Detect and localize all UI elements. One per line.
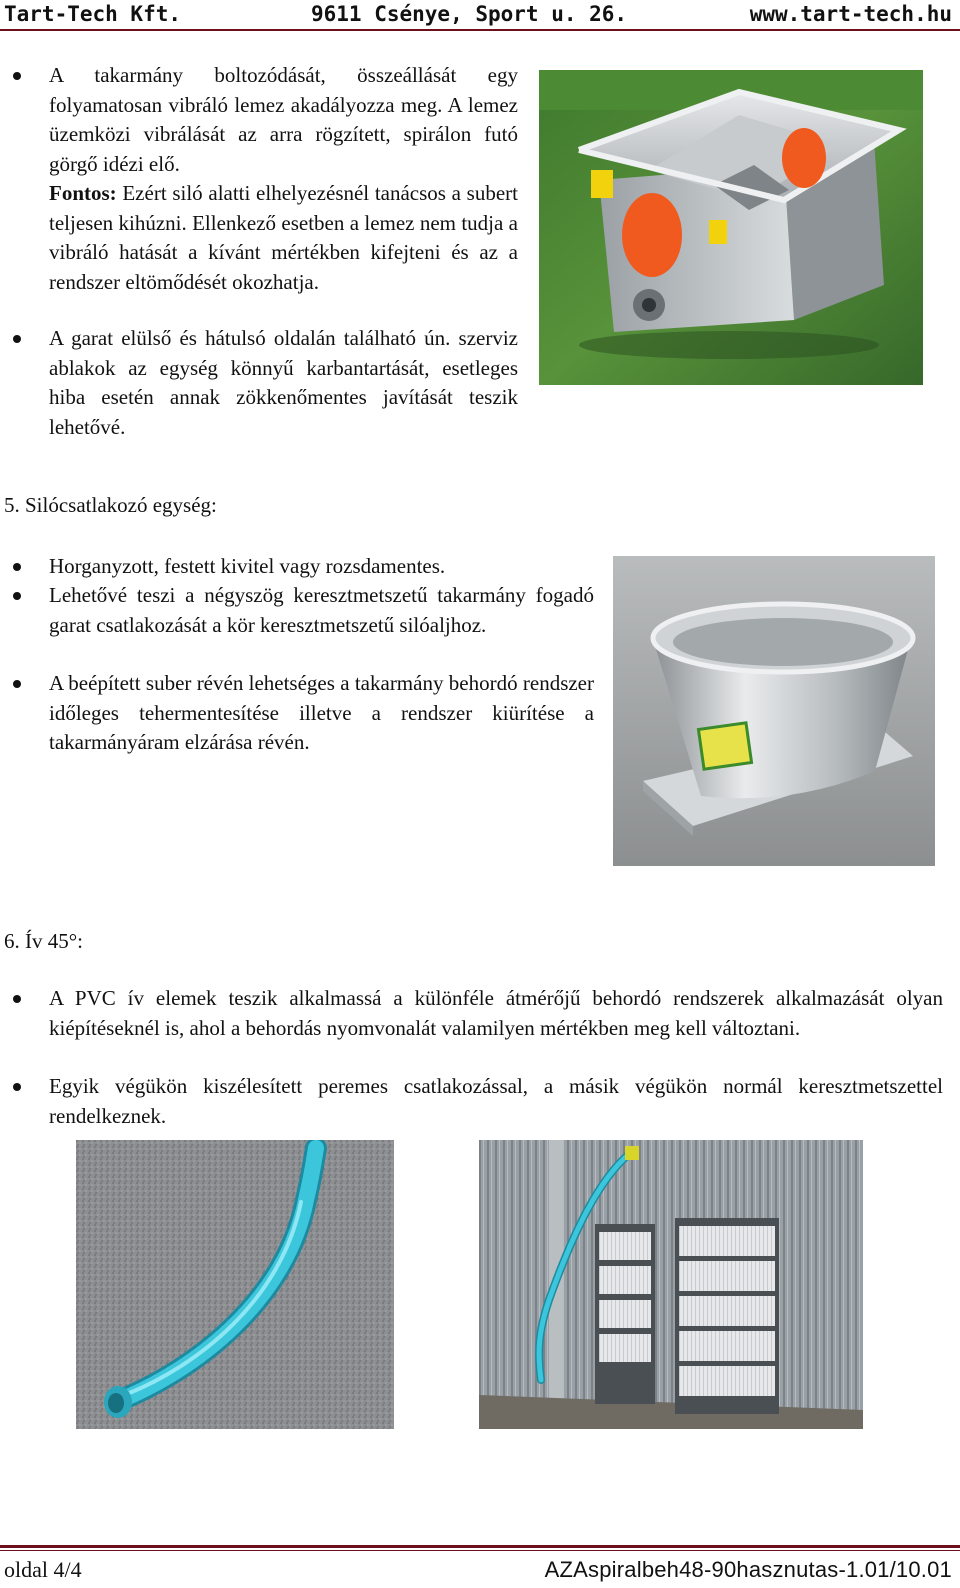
bullet-icon — [13, 72, 21, 80]
page-number: oldal 4/4 — [4, 1557, 82, 1582]
bullet-icon — [13, 680, 21, 688]
bullet-icon — [13, 563, 21, 571]
section-6-bullet-1: A PVC ív elemek teszik alkalmassá a különféle átmérőjű behordó rendszerek alkalmazását olyan kiépítéseknél is, ahol a behordás nyomvonalát valamilyen mértékben meg kell változtani. — [49, 986, 943, 1040]
section-5-bullet-3: A beépített suber révén lehetséges a takarmány behordó rendszer időleges tehermentesítése illetve a rendszer kiürítése a takarmányáram elzárása révén. — [49, 671, 594, 754]
service-window-bullet: A garat elülső és hátulsó oldalán található ún. szerviz ablakok az egység könnyű karbantartását, esetleges hiba esetén annak zökkenőmentes javítását teszik lehetővé. — [49, 326, 518, 439]
pvc-bend-photo — [76, 1140, 394, 1429]
important-text: Ezért siló alatti elhelyezésnél tanácsos a subert teljesen kihúzni. Ellenkező esetben a lemez nem tudja a vibráló hatását a kívánt mértékben kifejteni és az a rendszer eltömődését okozhatja. — [49, 181, 518, 294]
silo-connector-photo — [613, 556, 935, 866]
footer-divider-thin — [0, 1550, 960, 1551]
section-5-bullet-1: Horganyzott, festett kivitel vagy rozsdamentes. — [49, 554, 446, 578]
company-address: 9611 Csénye, Sport u. 26. — [311, 2, 628, 26]
section-6-heading: 6. Ív 45°: — [4, 929, 83, 953]
bullet-icon — [13, 592, 21, 600]
footer-divider — [0, 1545, 960, 1548]
section-5-bullet-2: Lehetővé teszi a négyszög keresztmetszetű takarmány fogadó garat csatlakozását a kör keresztmetszetű silóaljhoz. — [49, 583, 594, 637]
important-label: Fontos: — [49, 181, 117, 205]
section-5-heading: 5. Silócsatlakozó egység: — [4, 493, 217, 517]
page-header — [0, 0, 960, 30]
bullet-icon — [13, 335, 21, 343]
bullet-icon — [13, 995, 21, 1003]
hopper-photo — [539, 70, 923, 385]
installation-photo — [479, 1140, 863, 1429]
header-divider — [0, 29, 960, 31]
vibrator-bullet-1 — [49, 61, 518, 297]
company-name: Tart-Tech Kft. — [4, 2, 182, 26]
bullet-icon — [13, 1083, 21, 1091]
vibrator-text: A takarmány boltozódását, összeállását egy folyamatosan vibráló lemez akadályozza meg. A lemez üzemközi vibrálását az arra rögzített, spirálon futó görgő idézi elő. — [49, 63, 518, 176]
section-6-bullet-2: Egyik végükön kiszélesített peremes csatlakozással, a másik végükön normál keresztmetszettel rendelkeznek. — [49, 1074, 943, 1128]
document-id: AZAspiralbeh48-90hasznutas-1.01/10.01 — [544, 1557, 952, 1582]
company-website[interactable]: www.tart-tech.hu — [749, 2, 952, 26]
